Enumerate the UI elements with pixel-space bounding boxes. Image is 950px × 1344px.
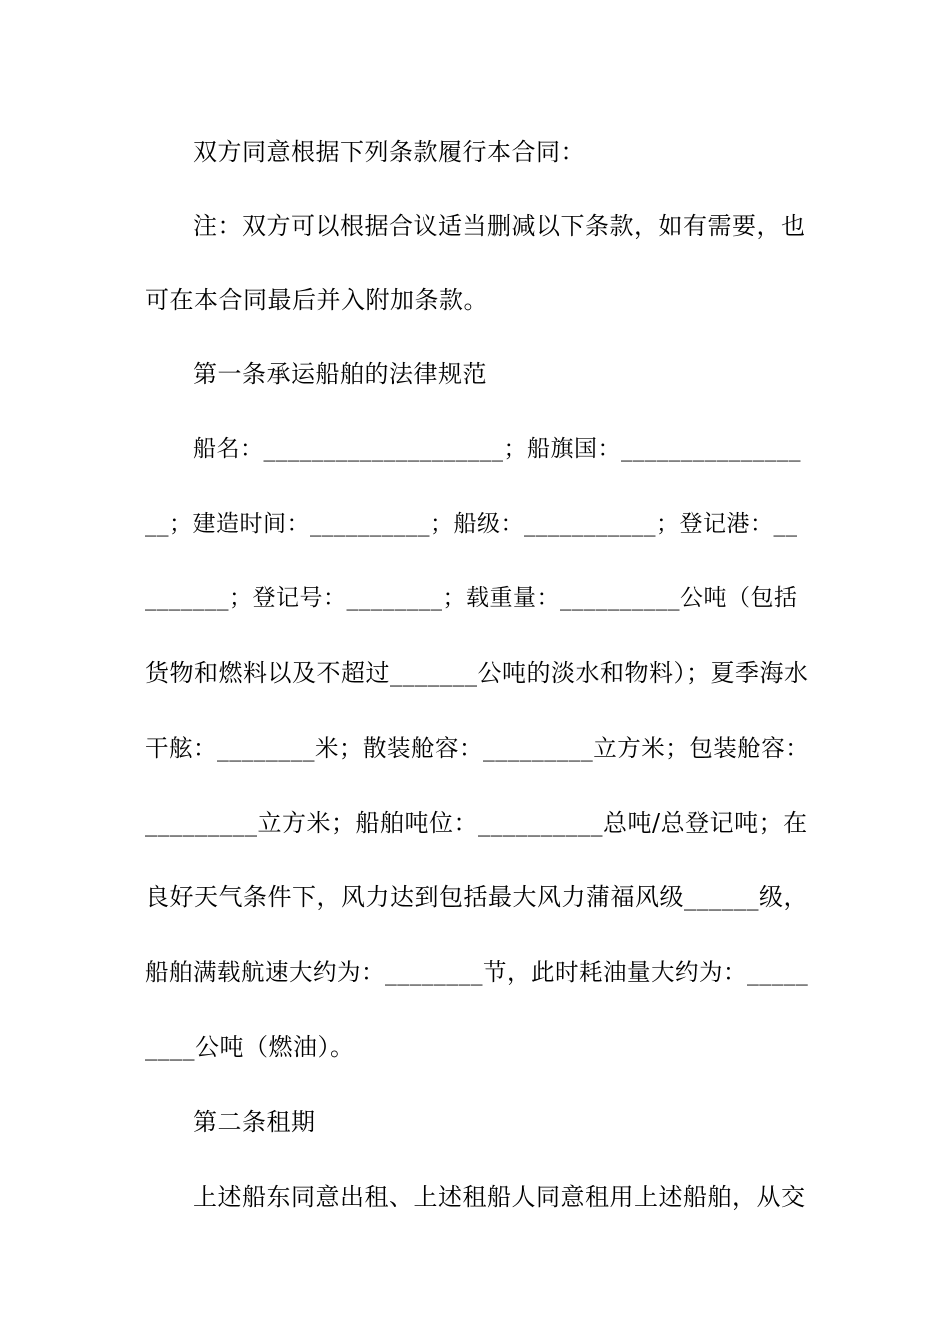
note-paragraph-line-1: 注：双方可以根据合议适当删减以下条款，如有需要，也 bbox=[193, 212, 806, 240]
article-1-text-line-1: 船名：____________________；船旗国：_______________ bbox=[193, 436, 801, 462]
article-1-text-line-2: __；建造时间：__________；船级：___________；登记港：__ bbox=[145, 511, 798, 537]
article-1-text-line-9: ____公吨（燃油）。 bbox=[145, 1033, 355, 1061]
note-paragraph-line-2: 可在本合同最后并入附加条款。 bbox=[145, 286, 488, 314]
article-1-heading: 第一条承运船舶的法律规范 bbox=[193, 360, 487, 388]
article-1-text-line-6: _________立方米；船舶吨位：__________总吨/总登记吨；在 bbox=[145, 809, 808, 837]
intro-paragraph: 双方同意根据下列条款履行本合同： bbox=[193, 138, 585, 166]
article-2-text-line-1: 上述船东同意出租、上述租船人同意租用上述船舶，从交 bbox=[193, 1183, 806, 1211]
article-1-text-line-7: 良好天气条件下，风力达到包括最大风力蒲福风级______级， bbox=[145, 883, 808, 911]
article-1-text-line-4: 货物和燃料以及不超过_______公吨的淡水和物料）；夏季海水 bbox=[145, 659, 809, 687]
article-1-text-line-3: _______；登记号：________；载重量：__________公吨（包括 bbox=[145, 585, 798, 611]
article-1-text-line-5: 干舷：________米；散装舱容：_________立方米；包装舱容： bbox=[145, 734, 810, 762]
article-2-heading: 第二条租期 bbox=[193, 1108, 316, 1136]
article-1-text-line-8: 船舶满载航速大约为：________节，此时耗油量大约为：_____ bbox=[145, 958, 809, 986]
